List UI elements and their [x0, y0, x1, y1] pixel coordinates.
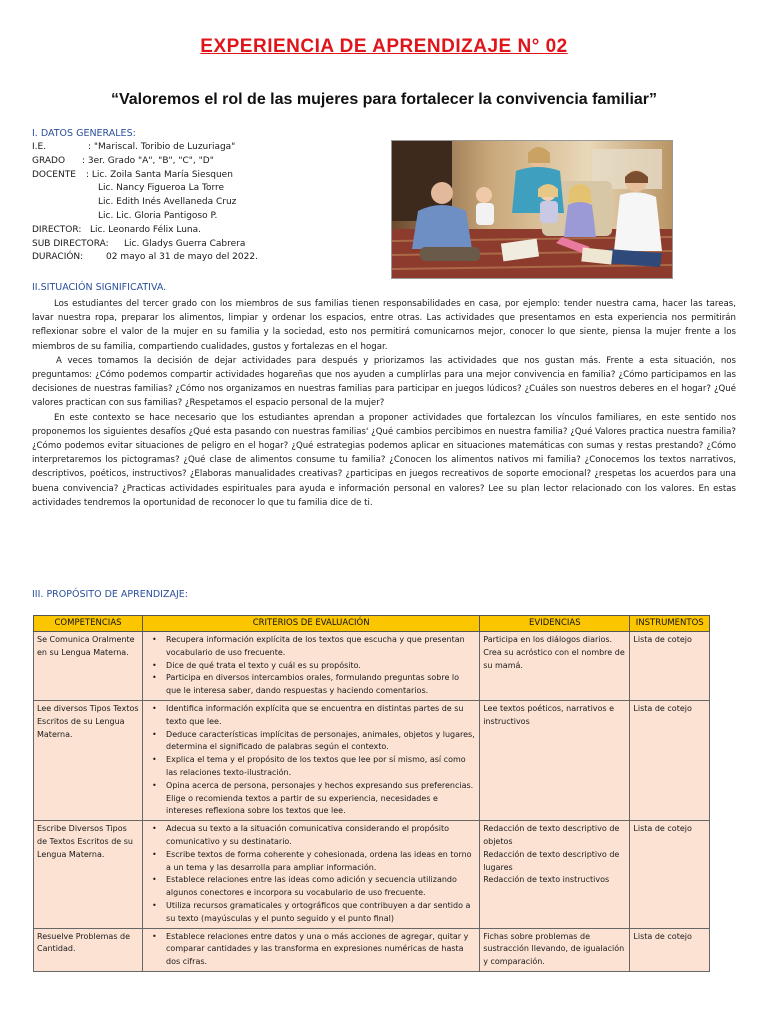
datos-generales: [32, 141, 372, 265]
criterio-item: • Adecua su texto a la situación comunicativa considerando el propósito comunicativo y su destinatario.: [146, 823, 476, 849]
datos-value: Lic. Edith Inés Avellaneda Cruz: [98, 197, 237, 208]
criterio-item: • Deduce características implícitas de personajes, animales, objetos y lugares, determina el significado de palabras según el contexto.: [146, 729, 476, 755]
criterio-item: • Participa en diversos intercambios orales, formulando preguntas sobre lo que le interesa saber, dando respuestas y haciendo comentarios.: [146, 672, 476, 698]
criterios-cell: [143, 928, 480, 971]
table-header-row: [34, 616, 710, 632]
datos-value: : 3er. Grado "A", "B", "C", "D": [82, 155, 214, 166]
datos-row: [32, 155, 372, 169]
instrumento-cell: Lista de cotejo: [630, 928, 710, 971]
criterios-cell: [143, 821, 480, 928]
datos-row: [32, 141, 372, 155]
datos-row: [32, 169, 372, 183]
criterio-item: • Identifica información explícita que se encuentra en distintas partes de su texto que lee.: [146, 703, 476, 729]
criterios-cell: [143, 632, 480, 701]
datos-label: GRADO: [32, 155, 66, 166]
datos-row: [32, 224, 372, 238]
datos-row: [32, 238, 372, 252]
situacion-paragraph: Los estudiantes del tercer grado con los miembros de sus familias tienen responsabilidades en casa, por ejemplo: tender nuestra cama, hacer las tareas, lavar nuestra ropa, preparar los alimentos, limpiar y ordenar los espacios, entre otras. Las actividades que presentamos en esta experiencia nos permitirán reflexionar sobre el valor de la mujer en su familia y la sociedad, esto nos permitirá comunicarnos mejor, conocer lo que siente, piensa la mujer frente a los miembros de su familia, compartiendo cualidades, gustos y fortalezas en el hogar.: [32, 299, 736, 352]
criterio-item: • Utiliza recursos gramaticales y ortográficos que contribuyen a dar sentido a su texto (mayúsculas y el punto seguido y el punto final): [146, 900, 476, 926]
table-row: [34, 700, 710, 820]
datos-label: DOCENTE: [32, 169, 76, 180]
datos-row: [32, 210, 372, 224]
criterio-item: • Establece relaciones entre las ideas como adición y secuencia utilizando algunos conectores e incorpora su vocabulario de uso frecuente.: [146, 874, 476, 900]
datos-label: I.E.: [32, 142, 47, 152]
competencia-cell: Lee diversos Tipos Textos Escritos de su Lengua Materna.: [34, 700, 143, 820]
proposito-table: [33, 615, 710, 972]
section-heading-datos: I. DATOS GENERALES:: [32, 128, 136, 139]
criterio-item: • Opina acerca de persona, personajes y hechos expresando sus preferencias. Elige o recomienda textos a partir de su experiencia, necesidades e intereses reflexiona sobre los textos que lee.: [146, 780, 476, 818]
criterio-item: • Recupera información explícita de los textos que escucha y que presentan vocabulario de uso frecuente.: [146, 634, 476, 660]
datos-value: Lic. Leonardo Félix Luna.: [90, 224, 201, 235]
datos-value: Lic. Gladys Guerra Cabrera: [124, 238, 246, 249]
competencia-cell: Se Comunica Oralmente en su Lengua Materna.: [34, 632, 143, 701]
competencia-cell: Resuelve Problemas de Cantidad.: [34, 928, 143, 971]
table-row: [34, 821, 710, 928]
datos-row: [32, 182, 372, 196]
family-photo: [391, 140, 673, 279]
section-heading-proposito: III. PROPÓSITO DE APRENDIZAJE:: [32, 589, 188, 600]
evidencias-cell: Redacción de texto descriptivo de objetos Redacción de texto descriptivo de lugares Redacción de texto instructivos: [480, 821, 630, 928]
criterio-item: • Dice de qué trata el texto y cuál es su propósito.: [146, 660, 476, 673]
table-row: [34, 928, 710, 971]
datos-value: : "Mariscal. Toribio de Luzuriaga": [88, 142, 236, 152]
evidencias-cell: Lee textos poéticos, narrativos e instructivos: [480, 700, 630, 820]
instrumento-cell: Lista de cotejo: [630, 821, 710, 928]
criterios-cell: [143, 700, 480, 820]
page-title: EXPERIENCIA DE APRENDIZAJE N° 02: [200, 36, 568, 57]
datos-value: Lic. Nancy Figueroa La Torre: [98, 183, 225, 194]
instrumento-cell: Lista de cotejo: [630, 632, 710, 701]
section-heading-situacion: II.SITUACIÓN SIGNIFICATIVA.: [32, 282, 167, 293]
datos-label: DIRECTOR:: [32, 224, 82, 235]
competencia-cell: Escribe Diversos Tipos de Textos Escritos de su Lengua Materna.: [34, 821, 143, 928]
datos-value: 02 mayo al 31 de mayo del 2022.: [106, 252, 258, 263]
datos-row: [32, 196, 372, 210]
criterio-item: • Escribe textos de forma coherente y cohesionada, ordena las ideas en torno a un tema y las desarrolla para ampliar información.: [146, 849, 476, 875]
column-header: CRITERIOS DE EVALUACIÓN: [143, 616, 480, 632]
evidencias-cell: Participa en los diálogos diarios. Crea su acróstico con el nombre de su mamá.: [480, 632, 630, 701]
column-header: COMPETENCIAS: [34, 616, 143, 632]
datos-label: SUB DIRECTORA:: [32, 238, 109, 249]
datos-label: DURACIÓN:: [32, 252, 84, 263]
datos-value: : Lic. Zoila Santa María Siesquen: [86, 169, 233, 180]
column-header: INSTRUMENTOS: [630, 616, 710, 632]
page-subtitle: “Valoremos el rol de las mujeres para fortalecer la convivencia familiar”: [110, 91, 658, 108]
criterio-item: • Explica el tema y el propósito de los textos que lee por sí mismo, así como las relaciones texto-ilustración.: [146, 754, 476, 780]
column-header: EVIDENCIAS: [480, 616, 630, 632]
instrumento-cell: Lista de cotejo: [630, 700, 710, 820]
table-row: [34, 632, 710, 701]
datos-value: Lic. Lic. Gloria Pantigoso P.: [98, 210, 218, 221]
situacion-paragraph: En este contexto se hace necesario que los estudiantes aprendan a proponer actividades que fortalezcan los vínculos familiares, en este sentido nos proponemos los siguientes desafíos ¿Qué esta pasando con nuestras familias' ¿Qué cambios percibimos en nuestra familia? ¿Qué Valores practica nuestra familia? ¿Cómo podemos evitar situaciones de peligro en el hogar? ¿Qué estrategias podemos aplicar en situaciones matemáticas con sumas y restas prestando? ¿Cómo interpretaremos los pictogramas? ¿Qué clase de alimentos consume tu familia? ¿Conocen los alimentos nativos mi familia? ¿Conocemos los textos narrativos, descriptivos, poéticos, instructivos? ¿Elaboras manualidades creativas? ¿participas en juegos recreativos de soporte emocional? ¿respetas los acuerdos para una buena convivencia? ¿Practicas actividades espirituales para ayuda e información personal en valores? Lee su plan lector relacionado con los valores. En estas actividades tendremos la oportunidad de reconocer lo que tu familia dice de ti.: [32, 412, 736, 508]
criterio-item: • Establece relaciones entre datos y una o más acciones de agregar, quitar y comparar cantidades y las transforma en expresiones numéricas de hasta dos cifras.: [146, 931, 476, 969]
situacion-paragraph: A veces tomamos la decisión de dejar actividades para después y priorizamos las actividades que nos gustan más. Frente a esta situación, nos preguntamos: ¿Cómo podemos compartir actividades hogareñas que nos ayuden a cumplirlas para una mejor convivencia en familia? ¿Cómo participamos en las decisiones de nuestras familias? ¿Cómo nos organizamos en nuestras familias para participar en juegos lúdicos? ¿Cuáles son nuestros deberes en el hogar? ¿Qué valores practican con sus familias? ¿Respetamos el espacio personal de la mujer?: [32, 355, 736, 409]
evidencias-cell: Fichas sobre problemas de sustracción llevando, de igualación y comparación.: [480, 928, 630, 971]
datos-row: [32, 251, 372, 265]
situacion-text: [32, 297, 736, 510]
